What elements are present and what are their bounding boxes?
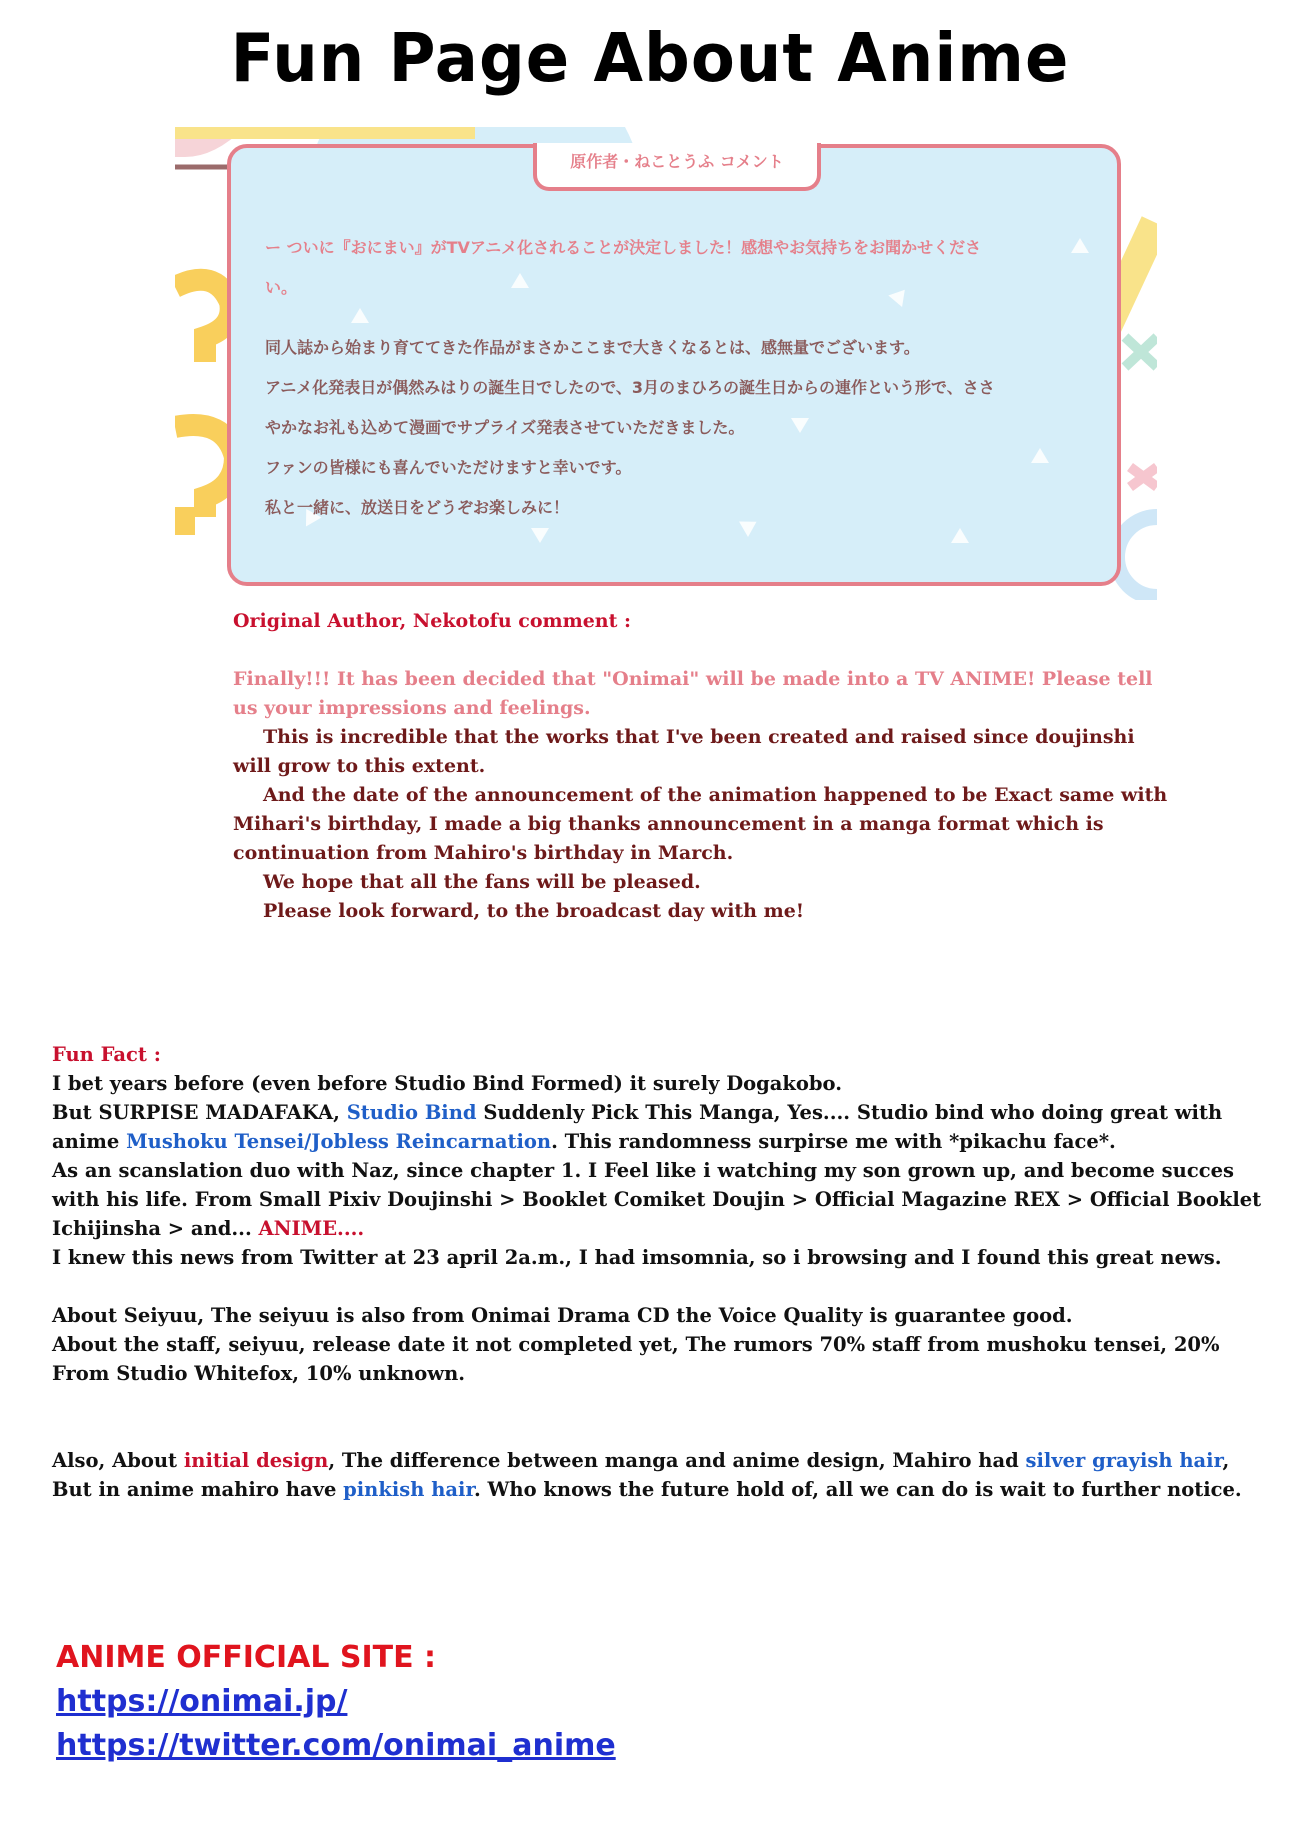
jp-comment-line: ファンの皆様にも喜んでいただけますと幸いです。 [265,458,632,477]
onimai-site-link[interactable]: https://onimai.jp/ [56,1684,348,1719]
initial-design-highlight: initial design [183,1449,329,1472]
comment-banner-image [175,127,1157,600]
design-paragraph: Also, About initial design, The difference between manga and anime design, Mahiro had silver grayish hair, But in anime mahiro have pinkish hair. Who knows the future hold of, all we can do is wait to further notice. [52,1449,1242,1501]
page-title: Fun Page About Anime [230,20,1070,98]
jp-comment-line: アニメ化発表日が偶然みはりの誕生日でしたので、3月のまひろの誕生日からの連作という形で、ささ [265,378,995,397]
fun-fact-heading: Fun Fact : [52,1043,161,1066]
translation-lead: Finally!!! It has been decided that "Onimai" will be made into a TV ANIME! Please tell us your impressions and feelings. [233,668,1153,719]
twitter-link[interactable]: https://twitter.com/onimai_anime [56,1728,616,1763]
jp-comment-line: 私と一緒に、放送日をどうぞお楽しみに！ [265,498,570,517]
fun-fact-section [52,1040,1262,1504]
official-site-heading: ANIME OFFICIAL SITE : [56,1640,437,1675]
translation-paragraph: Please look forward, to the broadcast day with me! [263,900,805,922]
staff-line: About the staff, seiyuu, release date it not completed yet, The rumors 70% staff from mushoku tensei, 20% From Studio Whitefox, 10% unknown. [52,1333,1220,1385]
comment-panel [227,144,1121,586]
silver-hair-highlight: silver grayish hair [1025,1449,1223,1472]
studio-bind-highlight: Studio Bind [346,1101,477,1124]
fun-fact-line: I bet years before (even before Studio Bind Formed) it surely Dogakobo. [52,1072,843,1095]
anime-highlight: ANIME.... [258,1217,365,1240]
translation-paragraph: And the date of the announcement of the animation happened to be Exact same with Mihari's birthday, I made a big thanks announcement in a manga format which is continuation from Mahiro's birthday in March. [233,784,1168,864]
jp-comment-line: い。 [265,278,298,297]
jp-comment-line: 同人誌から始まり育ててきた作品がまさかここまで大きくなるとは、感無量でございます。 [265,338,920,357]
translation-section [233,607,1173,926]
translation-paragraph: This is incredible that the works that I've been created and raised since doujinshi will grow to this extent. [233,726,1135,777]
translation-paragraph: We hope that all the fans will be pleased. [263,871,701,893]
fun-fact-line: I knew this news from Twitter at 23 april 2a.m., I had imsomnia, so i browsing and I found this great news. [52,1246,1222,1269]
comment-tab-label: 原作者・ねことうふ コメント [533,143,821,191]
mushoku-tensei-highlight: Mushoku Tensei/Jobless Reincarnation [126,1130,552,1153]
translation-heading: Original Author, Nekotofu comment : [233,610,632,632]
pinkish-hair-highlight: pinkish hair [343,1478,474,1501]
jp-comment-line: ー ついに『おにまい』がTVアニメ化されることが決定しました！感想やお気持ちをお聞かせくださ [265,238,982,257]
jp-comment-line: やかなお礼も込めて漫画でサプライズ発表させていただきました。 [265,418,745,437]
fun-fact-line: As an scanslation duo with Naz, since chapter 1. I Feel like i watching my son grown up, and become succes with his life. From Small Pixiv Doujinshi > Booklet Comiket Doujin > Official Magazine REX > Official Booklet Ichijinsha > and... ANIME.... [52,1159,1262,1240]
seiyuu-line: About Seiyuu, The seiyuu is also from Onimai Drama CD the Voice Quality is guarantee good. [52,1304,1073,1327]
official-site-section [56,1636,616,1768]
fun-fact-line: But SURPISE MADAFAKA, Studio Bind Suddenly Pick This Manga, Yes.... Studio bind who doing great with anime Mushoku Tensei/Jobless Reincarnation. This randomness surpirse me with *pikachu face*. [52,1101,1223,1153]
